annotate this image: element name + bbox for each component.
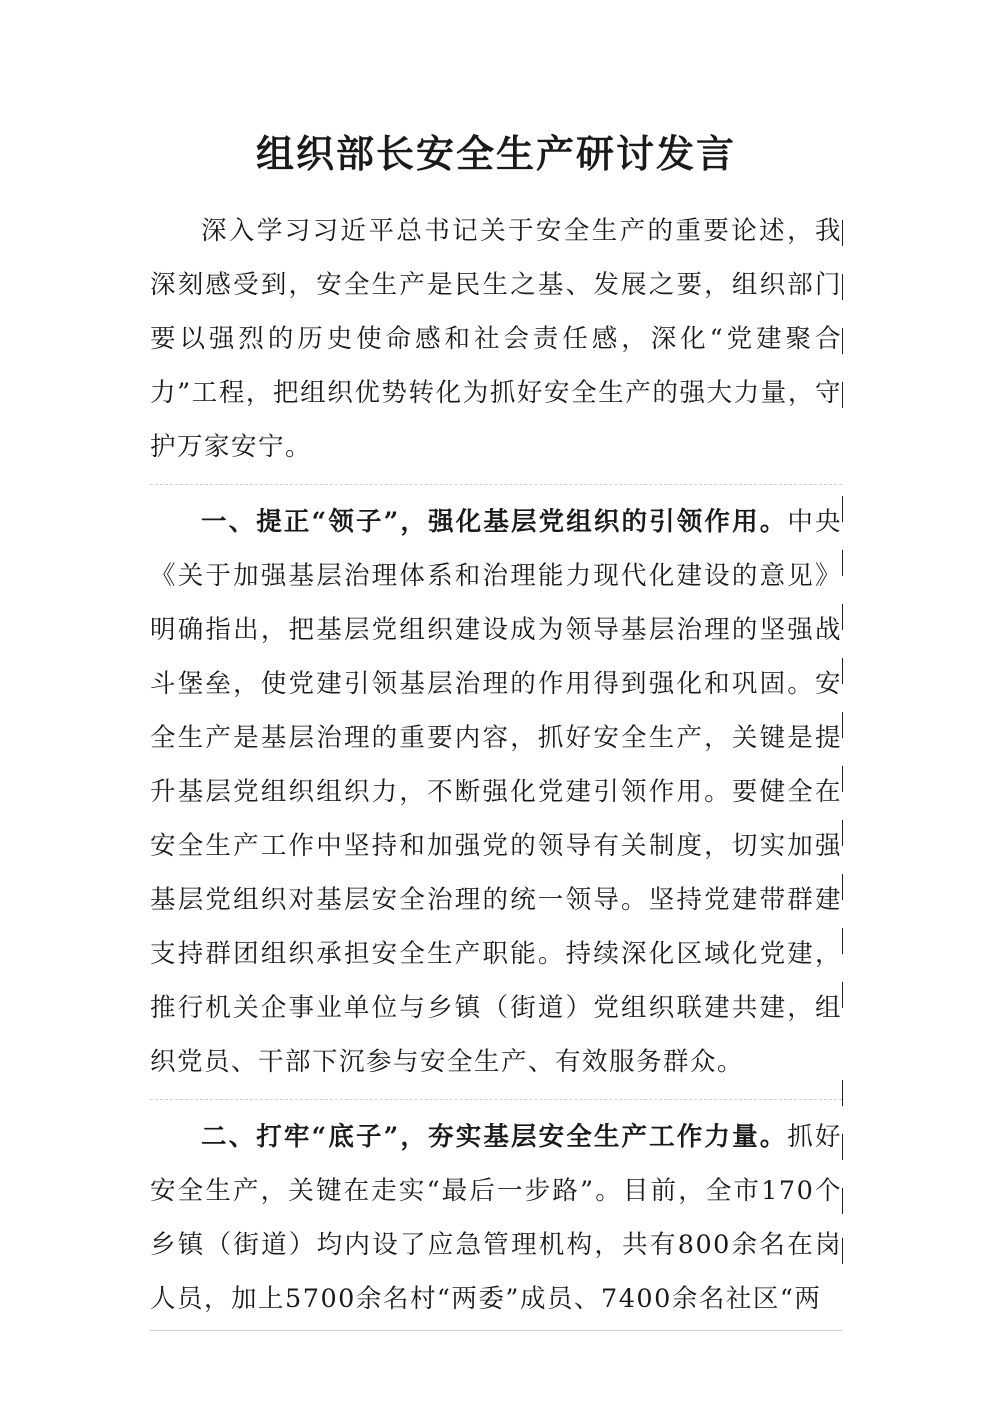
- section-one-heading: 一、提正“领子”，强化基层党组织的引领作用。: [201, 507, 788, 537]
- margin-mark: [842, 766, 843, 792]
- margin-mark: [842, 874, 843, 900]
- margin-mark: [842, 1134, 843, 1160]
- section-two-paragraph: [150, 1110, 842, 1331]
- document-title: 组织部长安全生产研讨发言: [255, 131, 736, 176]
- margin-mark: [842, 1080, 843, 1106]
- section-one-text: 中央《关于加强基层治理体系和治理能力现代化建设的意见》明确指出，把基层党组织建设成为领导基层治理的坚强战斗堡垒，使党建引领基层治理的作用得到强化和巩固。安全生产是基层治理的重要内容，抓好安全生产，关键是提升基层党组织组织力，不断强化党建引领作用。要健全在安全生产工作中坚持和加强党的领导有关制度，切实加强基层党组织对基层安全治理的统一领导。坚持党建带群建支持群团组织承担安全生产职能。持续深化区域化党建，推行机关企事业单位与乡镇（街道）党组织联建共建，组织党员、干部下沉参与安全生产、有效服务群众。: [150, 507, 842, 1077]
- margin-mark: [842, 982, 843, 1008]
- section-two-text: 抓好安全生产，关键在走实“最后一步路”。目前，全市170个乡镇（街道）均内设了应急管理机构，共有800余名在岗人员，加上5700余名村“两委”成员、7400余名社区“两: [150, 1122, 842, 1314]
- margin-mark: [842, 604, 843, 630]
- margin-mark: [842, 712, 843, 738]
- margin-mark: [842, 328, 843, 354]
- section-one-paragraph: [150, 495, 842, 1100]
- margin-mark: [842, 496, 843, 522]
- margin-mark: [842, 658, 843, 684]
- margin-mark: [842, 928, 843, 954]
- margin-mark: [842, 220, 843, 246]
- margin-mark: [842, 382, 843, 408]
- margin-mark: [842, 1188, 843, 1214]
- margin-mark: [842, 550, 843, 576]
- margin-mark: [842, 820, 843, 846]
- margin-mark: [842, 1238, 843, 1264]
- section-two-heading: 二、打牢“底子”，夯实基层安全生产工作力量。: [201, 1122, 788, 1152]
- document-body: [150, 204, 842, 1331]
- intro-paragraph: 深入学习习近平总书记关于安全生产的重要论述，我深刻感受到，安全生产是民生之基、发展之要，组织部门要以强烈的历史使命感和社会责任感，深化“党建聚合力”工程，把组织优势转化为抓好安全生产的强大力量，守护万家安宁。: [150, 204, 842, 485]
- margin-mark: [842, 274, 843, 300]
